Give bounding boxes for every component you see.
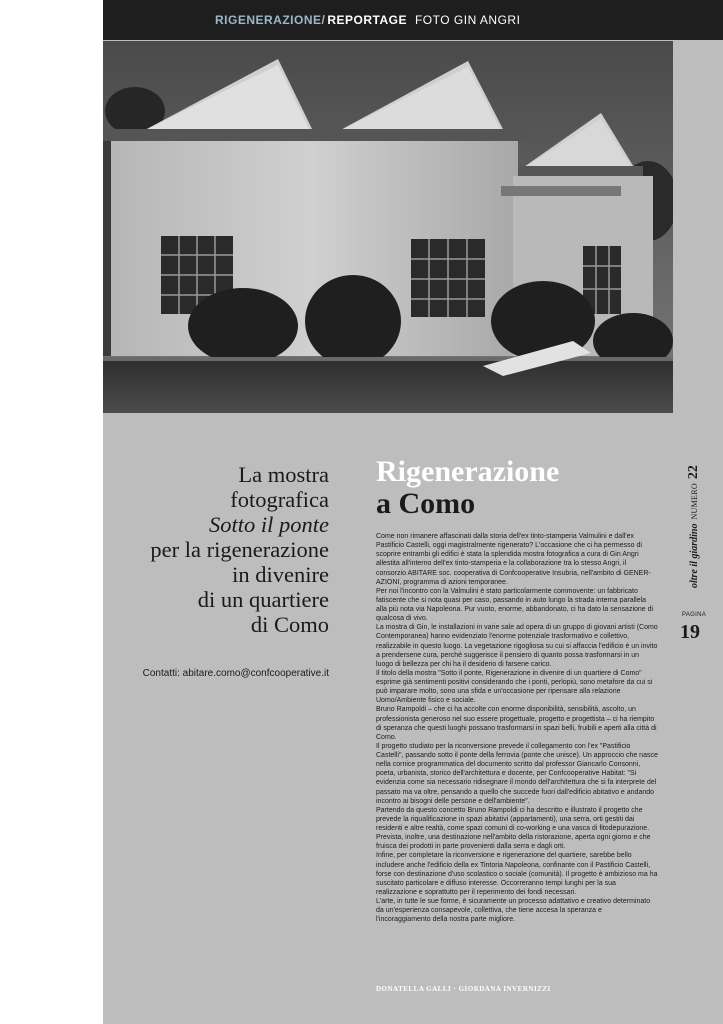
article-title-line1: Rigenerazione — [376, 455, 560, 488]
lead-line: di Como — [250, 612, 329, 637]
page-number: 19 — [680, 621, 700, 643]
lead-text — [49, 462, 329, 637]
magazine-name: oltre il giardino — [688, 523, 700, 588]
lead-line: in divenire — [232, 562, 329, 587]
photo-credit: FOTO GIN ANGRI — [414, 13, 521, 27]
paragraph: L'arte, in tutte le sue forme, è sicuramente un processo adattativo e creativo determinato da un'esperienza consapevole, collettiva, che tiene accesa la speranza e l'incoraggiamento della nostra parte migliore. — [376, 898, 651, 924]
lead-line: La mostra — [238, 462, 329, 487]
paragraph: Bruno Rampoldi – che ci ha accolte con enorme disponibilità, sensibilità, ascolto, un professionista generoso nel suo essere progettuale, progetto e progettista – ci ha riempito di speranza che questi luoghi possano trasformarsi in spazi belli, fruibili e aperti alla città di Como. — [376, 706, 657, 741]
numero-label: NUMERO — [689, 483, 699, 520]
paragraph: Per noi l'incontro con la Valmulini è stato particolarmente commovente: un fabbricato fatiscente che si nota quasi per caso, passando in auto lungo la strada interna parallela alla più nota via Napoleona. Pur vuoto, enorme, abbandonato, ci ha dato la sensazione di qualcosa di vivo. — [376, 587, 654, 623]
paragraph: Come non rimanere affascinati dalla storia dell'ex tinto-stamperia Valmulini e dall'ex Pastificio Castelli, oggi magistralmente rigenerato? L'occasione che ci ha permesso di scoprire entrambi gli edifici è stata la splendida mostra fotografica a cura di Gin Angri allestita all'interno dell'ex tinto-stamperia e la collaborazione tra lo stesso Angri, il consorzio ABITARE soc. cooperativa di Confcooperative Insubria, nell'ambito di GENER-AZIONI, programma di azioni temporanee. — [376, 533, 651, 586]
issue-info — [684, 465, 704, 588]
building-photo — [103, 41, 673, 413]
paragraph: Infine, per completare la riconversione e rigenerazione del quartiere, sarebbe bello includere anche l'edificio della ex Tintoria Napoleona, confinante con il Pastificio Castelli, forse con destinazione d'uso scolastico o sociale (comunità). Il progetto è ambizioso ma ha suscitato particolare e diffuso interesse. Occorreranno tempi lunghi per la sua realizzazione e soprattutto per il reperimento dei fondi necessari. — [376, 852, 658, 896]
issue-number: 22 — [686, 465, 701, 480]
paragraph: Partendo da questo concetto Bruno Rampoldi ci ha descritto e illustrato il progetto che prevede la riqualificazione in spazi abitativi (appartamenti), una serra, orti gestiti dai residenti e altre realtà, come spazi comuni di co-working e una vasca di fitodepurazione. Prevista, inoltre, una destinazione nell'ambito della ristorazione, aperta ogni giorno e che fruisca dei prodotti in parte provenienti dalla serra e dagli orti. — [376, 806, 651, 851]
type-label: REPORTAGE — [327, 13, 407, 27]
article-title-line2: a Como — [376, 487, 476, 520]
contact-email[interactable]: Contatti: abitare.como@confcooperative.it — [142, 668, 329, 679]
pagina-label: PAGINA — [682, 612, 707, 618]
section-label: RIGENERAZIONE/ — [215, 13, 326, 27]
section-header — [103, 0, 723, 40]
building-photo-icon — [103, 41, 673, 413]
lead-line: per la rigenerazione — [150, 537, 329, 562]
lead-line-title: Sotto il ponte — [209, 512, 329, 537]
paragraph: Il titolo della mostra "Sotto il ponte, Rigenerazione in divenire di un quartiere di Como" esprime già sentimenti positivi considerando che i ponti, perlopiù, sono metafore da cui si può imparare molto, sono una sfida e un'occasione per ripensare alla relazione Uomo/Ambiente fisico e sociale. — [376, 669, 653, 705]
article-body — [376, 532, 658, 924]
lead-line: di un quartiere — [197, 587, 329, 612]
paragraph: La mostra di Gin, le installazioni in varie sale ad opera di un gruppo di giovani artisti (Como Contemporanea) hanno evidenziato l'enorme potenziale trasformativo e collettivo, realizzabile in questo luogo. La vegetazione rigogliosa su cui si affaccia l'edificio è un invito a prendersene cura, perché suggerisce il pensiero di quanto possa trasformarsi in un luogo di bellezza per chi ha il desiderio di farsene carico. — [376, 624, 658, 668]
paragraph: Il progetto studiato per la riconversione prevede il collegamento con l'ex "Pastificio Castelli", passando sotto il ponte della ferrovia (ponte che unisce). Un approccio che nasce nella cornice programmatica del documento scritto dal professor Giancarlo Consonni, poeta, urbanista, storico dell'architettura e docente, per Confcooperative Habitat: "Si evidenzia come sia necessario ridisegnare il mondo dell'architettura che si fa interprete del passato ma va oltre, pensando a quello che succede fuori dall'edificio abitativo e andando incontro ai bisogni delle persone e dell'ambiente". — [376, 742, 658, 805]
lead-line: fotografica — [230, 487, 329, 512]
byline: DONATELLA GALLI · GIORDANA INVERNIZZI — [376, 985, 551, 993]
